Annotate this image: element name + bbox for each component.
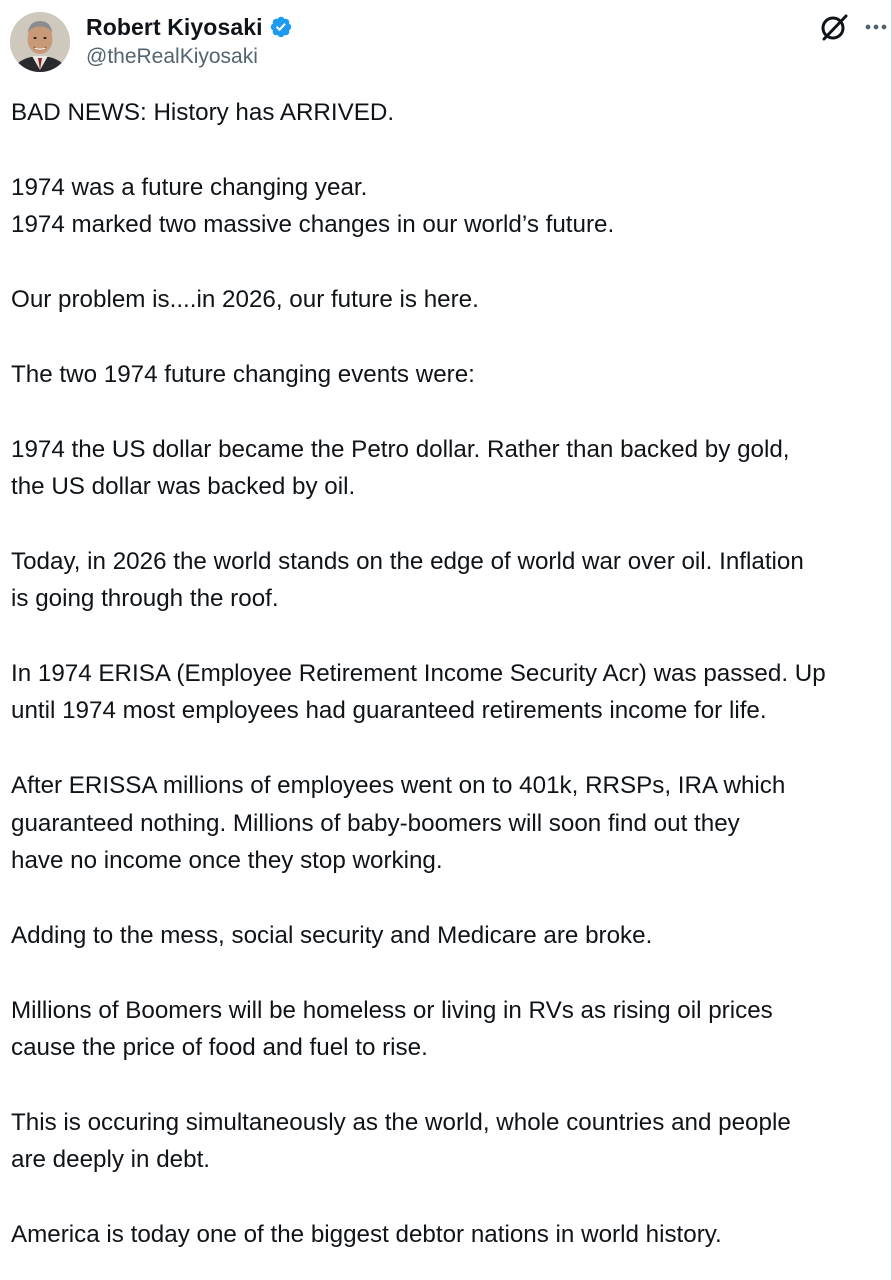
tweet-paragraph: Millions of Boomers will be homeless or living in RVs as rising oil prices cause the price of food and fuel to rise. xyxy=(11,996,773,1062)
tweet-paragraph: This is occuring simultaneously as the world, whole countries and people are deeply in debt. xyxy=(11,1108,791,1174)
tweet-paragraph: The two 1974 future changing events were: xyxy=(11,360,475,388)
tweet-paragraph: In 1974 ERISA (Employee Retirement Income Security Acr) was passed. Up until 1974 most employees had guaranteed retirements income for life. xyxy=(11,660,826,725)
author-info xyxy=(86,10,293,70)
tweet-text xyxy=(11,94,885,1253)
display-name[interactable]: Robert Kiyosaki xyxy=(86,13,263,40)
author-handle[interactable]: @theRealKiyosaki xyxy=(86,45,258,68)
grok-icon[interactable] xyxy=(818,10,852,44)
name-row xyxy=(86,10,293,44)
tweet-header xyxy=(0,0,892,92)
tweet-paragraph: America is today one of the biggest debtor nations in world history. xyxy=(11,1221,722,1249)
tweet-paragraph: Adding to the mess, social security and Medicare are broke. xyxy=(11,921,653,949)
avatar-image xyxy=(10,12,70,72)
more-options-icon[interactable] xyxy=(860,12,892,42)
tweet-paragraph: 1974 the US dollar became the Petro dollar. Rather than backed by gold, the US dollar was backed by oil. xyxy=(11,435,790,500)
tweet-paragraph: After ERISSA millions of employees went on to 401k, RRSPs, IRA which guaranteed nothing. Millions of baby-boomers will soon find out they have no income once they stop working. xyxy=(11,772,786,875)
verified-badge-icon[interactable] xyxy=(269,15,293,39)
tweet-paragraph: Today, in 2026 the world stands on the edge of world war over oil. Inflation is going through the roof. xyxy=(11,547,804,613)
avatar[interactable] xyxy=(10,12,70,72)
tweet-paragraph: Our problem is....in 2026, our future is here. xyxy=(11,286,479,313)
tweet-paragraph: BAD NEWS: History has ARRIVED. xyxy=(11,99,395,126)
tweet-paragraph: 1974 was a future changing year. 1974 marked two massive changes in our world’s future. xyxy=(11,173,615,239)
